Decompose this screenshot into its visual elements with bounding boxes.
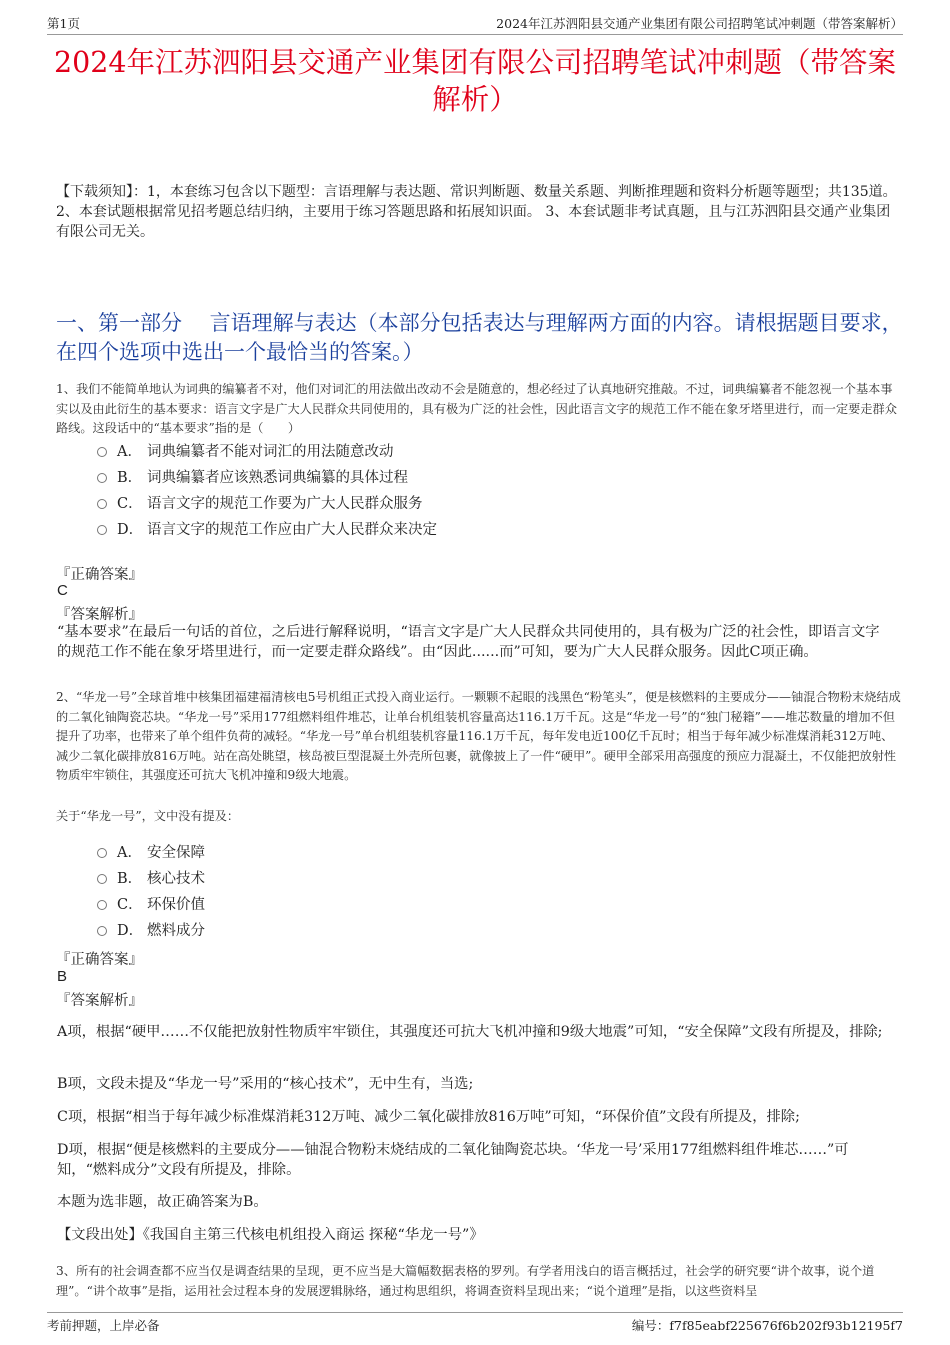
answer-label: 『正确答案』 [56,952,143,968]
page-footer [47,1312,903,1335]
header-doc-title: 2024年江苏泗阳县交通产业集团有限公司招聘笔试冲刺题（带答案解析） [496,16,903,31]
option-d[interactable]: D． 语言文字的规范工作应由广大人民群众来决定 [97,517,437,543]
footer-slogan: 考前押题，上岸必备 [47,1318,160,1333]
radio-icon[interactable] [97,499,107,509]
text-source: 【文段出处】《我国自主第三代核电机组投入商运 探秘“华龙一号”》 [57,1227,484,1243]
option-c[interactable]: C． 语言文字的规范工作要为广大人民群众服务 [97,491,437,517]
radio-icon[interactable] [97,874,107,884]
radio-icon[interactable] [97,848,107,858]
analysis-label: 『答案解析』 [56,993,143,1009]
answer-value: B [57,968,68,985]
page-header [47,12,903,35]
option-c[interactable]: C． 环保价值 [97,892,205,918]
answer-value: C [57,582,68,599]
section-title: 一、第一部分 言语理解与表达（本部分包括表达与理解两方面的内容。请根据题目要求，在四个选项中选出一个最恰当的答案。） [56,311,903,364]
analysis-conclusion: 本题为选非题，故正确答案为B。 [57,1194,268,1210]
analysis-label: 『答案解析』 [56,607,143,623]
question-3-stem: 3、所有的社会调查都不应当仅是调查结果的呈现，更不应当是大篇幅数据表格的罗列。有学者用浅白的语言概括过，社会学的研究要“讲个故事，说个道理”。“讲个故事”是指，运用社会过程本身的发展逻辑脉络，通过构思组织，将调查资料呈现出来；“说个道理”是指，以这些资料呈 [56,1264,875,1298]
option-a[interactable]: A． 词典编纂者不能对词汇的用法随意改动 [97,439,437,465]
radio-icon[interactable] [97,525,107,535]
document-title: 2024年江苏泗阳县交通产业集团有限公司招聘笔试冲刺题（带答案解析） [53,46,897,116]
option-d[interactable]: D． 燃料成分 [97,918,205,944]
radio-icon[interactable] [97,926,107,936]
analysis-item-a: A项，根据“硬甲……不仅能把放射性物质牢牢锁住，其强度还可抗大飞机冲撞和9级大地震”可知，“安全保障”文段有所提及，排除; [57,1024,883,1040]
document-id: 编号：f7f85eabf225676f6b202f93b12195f7 [631,1318,903,1333]
question-2-stem: 2、“华龙一号”全球首堆中核集团福建福清核电5号机组正式投入商业运行。一颗颗不起眼的浅黑色“粉笔头”，便是核燃料的主要成分——铀混合物粉末烧结成的二氧化铀陶瓷芯块。“华龙一号”采用177组燃料组件堆芯，让单台机组装机容量高达116.1万千瓦。这是“华龙一号”的“独门秘籍”——堆芯数量的增加不但提升了功率，也带来了单个组件负荷的减轻。“华龙一号”单台机组装机容量116.1万千瓦，每年发电近100亿千瓦时；相当于每年减少标准煤消耗312万吨、减少二氧化碳排放816万吨。站在高处眺望，核岛被巨型混凝土外壳所包裹，就像披上了一件“硬甲”。硬甲全部采用高强度的预应力混凝土，不仅能把放射性物质牢牢锁住，其强度还可抗大飞机冲撞和9级大地震。 [56,690,901,782]
radio-icon[interactable] [97,447,107,457]
question-2-prompt: 关于“华龙一号”，文中没有提及： [56,809,240,823]
question-1-options [97,439,437,543]
page-number: 第1页 [47,16,80,31]
radio-icon[interactable] [97,473,107,483]
radio-icon[interactable] [97,900,107,910]
question-1-stem: 1、我们不能简单地认为词典的编纂者不对，他们对词汇的用法做出改动不会是随意的，想必经过了认真地研究推敲。不过，词典编纂者不能忽视一个基本事实以及由此衍生的基本要求：语言文字是广大人民群众共同使用的，具有极为广泛的社会性，因此语言文字的规范工作不能在象牙塔里进行，而一定要走群众路线。这段话中的“基本要求”指的是（ ） [56,382,897,435]
option-a[interactable]: A． 安全保障 [97,840,205,866]
analysis-text: “基本要求”在最后一句话的首位，之后进行解释说明，“语言文字是广大人民群众共同使用的，具有极为广泛的社会性，即语言文字的规范工作不能在象牙塔里进行，而一定要走群众路线”。由“因此......而”可知，要为广大人民群众服务。因此C项正确。 [57,624,880,660]
question-2-options [97,840,205,944]
download-notice: 【下载须知】：1，本套练习包含以下题型：言语理解与表达题、常识判断题、数量关系题、判断推理题和资料分析题等题型；共135道。 2、本套试题根据常见招考题总结归纳，主要用于练习答题思路和拓展知识面。 3、本套试题非考试真题，且与江苏泗阳县交通产业集团有限公司无关。 [56,184,897,240]
analysis-item-c: C项，根据“相当于每年减少标准煤消耗312万吨、减少二氧化碳排放816万吨”可知，“环保价值”文段有所提及，排除; [57,1109,800,1125]
answer-label: 『正确答案』 [56,567,143,583]
option-b[interactable]: B． 词典编纂者应该熟悉词典编纂的具体过程 [97,465,437,491]
analysis-item-d: D项，根据“便是核燃料的主要成分——铀混合物粉末烧结成的二氧化铀陶瓷芯块。‘华龙一号’采用177组燃料组件堆芯……”可知，“燃料成分”文段有所提及，排除。 [57,1142,849,1178]
analysis-item-b: B项，文段未提及“华龙一号”采用的“核心技术”，无中生有，当选; [57,1076,474,1092]
option-b[interactable]: B． 核心技术 [97,866,205,892]
